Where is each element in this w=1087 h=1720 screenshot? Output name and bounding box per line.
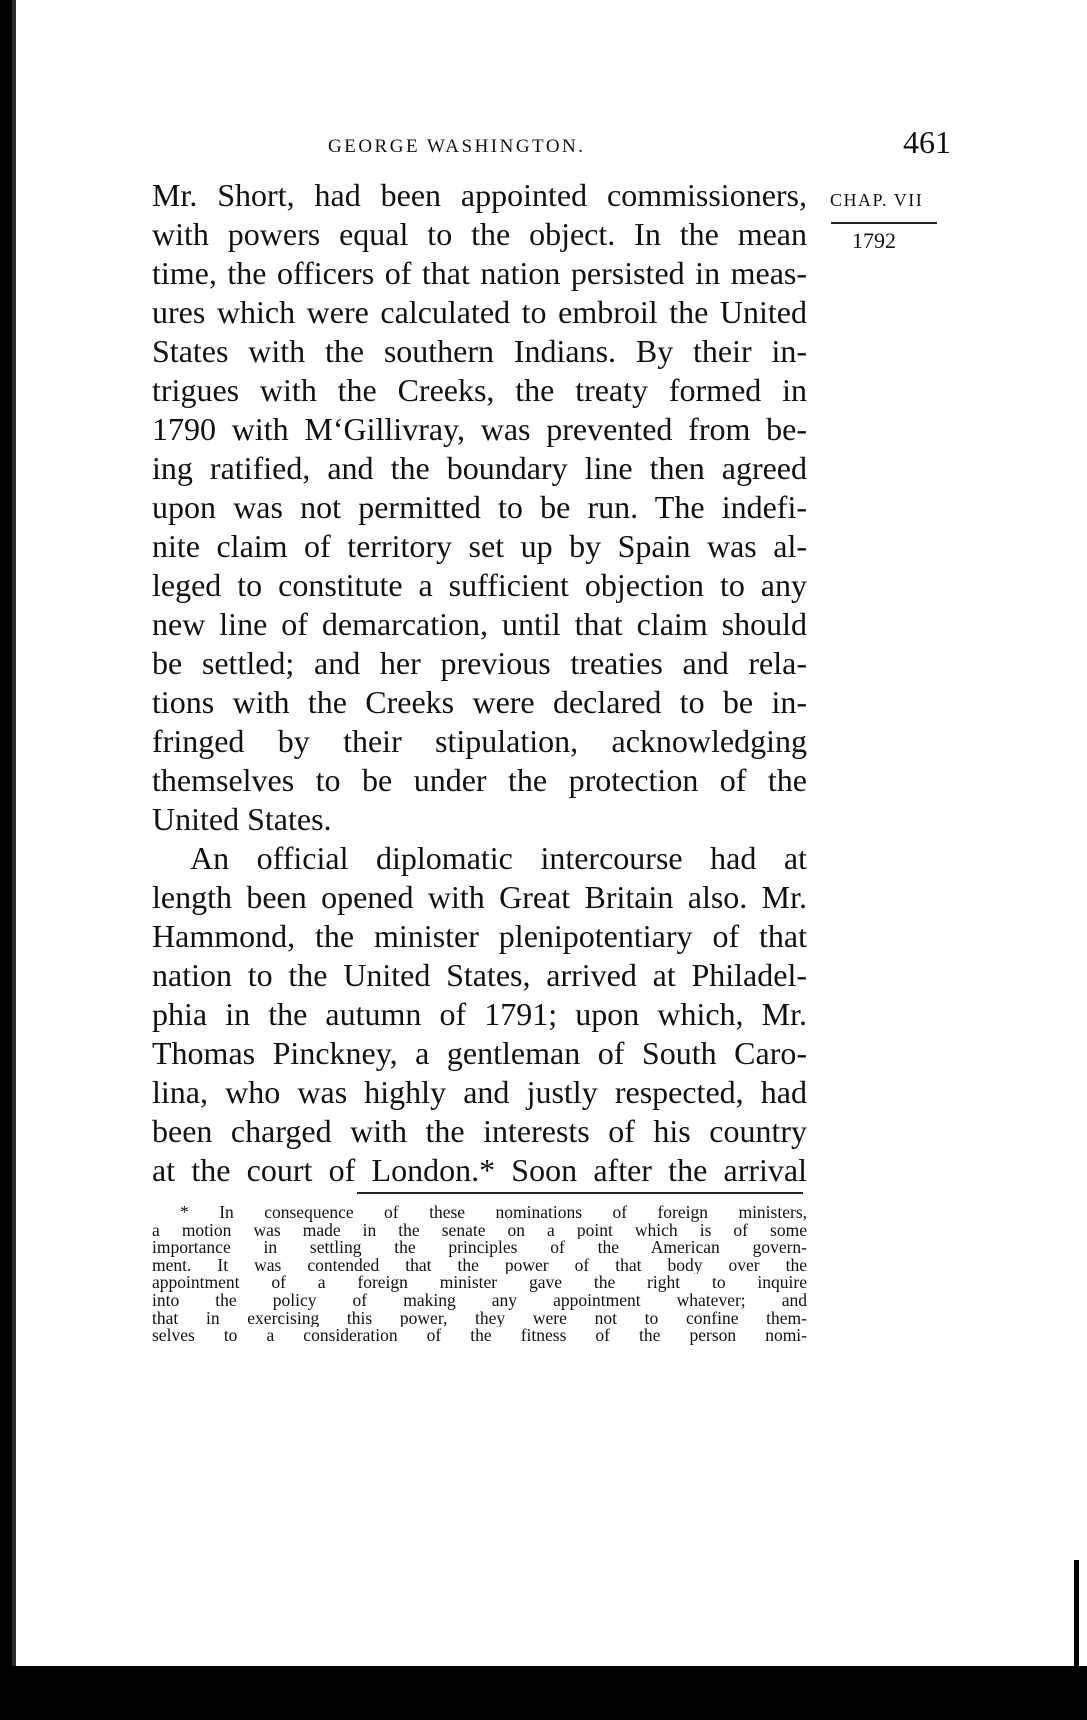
body-line: nite claim of territory set up by Spain was al-	[152, 528, 807, 564]
body-line: Mr. Short, had been appointed commissioners,	[152, 177, 807, 213]
scan-left-edge	[0, 0, 12, 1678]
body-line: lina, who was highly and justly respected, had	[152, 1074, 807, 1110]
body-line: phia in the autumn of 1791; upon which, Mr.	[152, 996, 807, 1032]
footnote-line: * In consequence of these nominations of foreign ministers,	[180, 1204, 807, 1222]
running-head: GEORGE WASHINGTON.	[328, 136, 586, 157]
body-line: been charged with the interests of his country	[152, 1113, 807, 1149]
body-line: trigues with the Creeks, the treaty formed in	[152, 372, 807, 408]
body-line: leged to constitute a sufficient objection to any	[152, 567, 807, 603]
footnote-line: ment. It was contended that the power of that body over the	[152, 1256, 807, 1275]
body-line: tions with the Creeks were declared to be in-	[152, 684, 807, 720]
scan-right-edge	[1074, 1560, 1079, 1670]
margin-rule	[831, 222, 937, 224]
body-line: fringed by their stipulation, acknowledging	[152, 723, 807, 759]
footnote-line: into the policy of making any appointment whatever; and	[152, 1291, 807, 1310]
body-line: be settled; and her previous treaties and rela-	[152, 645, 807, 681]
footnote-line: a motion was made in the senate on a point which is of some	[152, 1221, 807, 1240]
body-line: Thomas Pinckney, a gentleman of South Caro-	[152, 1035, 807, 1071]
body-line: themselves to be under the protection of the	[152, 762, 807, 798]
body-line: United States.	[152, 801, 332, 837]
page-number: 461	[903, 124, 951, 160]
body-line: length been opened with Great Britain also. Mr.	[152, 879, 807, 915]
body-line: An official diplomatic intercourse had at	[190, 840, 807, 876]
chapter-label: CHAP. VII	[830, 190, 924, 210]
footnote-rule	[357, 1192, 803, 1194]
body-line: States with the southern Indians. By their in-	[152, 333, 807, 369]
scan-bottom-edge	[0, 1666, 1087, 1720]
body-text	[152, 176, 807, 1190]
body-line: at the court of London.* Soon after the arrival	[152, 1152, 807, 1188]
body-line: with powers equal to the object. In the mean	[152, 216, 807, 252]
body-line: new line of demarcation, until that claim should	[152, 606, 807, 642]
footnote-line: importance in settling the principles of the American govern-	[152, 1239, 807, 1257]
body-line: 1790 with M‘Gillivray, was prevented from be-	[152, 411, 807, 447]
body-line: time, the officers of that nation persisted in meas-	[152, 255, 807, 291]
body-line: Hammond, the minister plenipotentiary of that	[152, 918, 807, 954]
footnote-line: selves to a consideration of the fitness of the person nomi-	[152, 1327, 807, 1345]
body-line: nation to the United States, arrived at Philadel-	[152, 957, 807, 993]
footnote-line: that in exercising this power, they were not to confine them-	[152, 1309, 807, 1328]
body-line: ures which were calculated to embroil the United	[152, 294, 807, 330]
footnote-line: appointment of a foreign minister gave the right to inquire	[152, 1274, 807, 1292]
body-line: ing ratified, and the boundary line then agreed	[152, 450, 807, 486]
footnote	[152, 1204, 807, 1345]
body-line: upon was not permitted to be run. The indefi-	[152, 489, 807, 525]
year-label: 1792	[852, 228, 896, 253]
